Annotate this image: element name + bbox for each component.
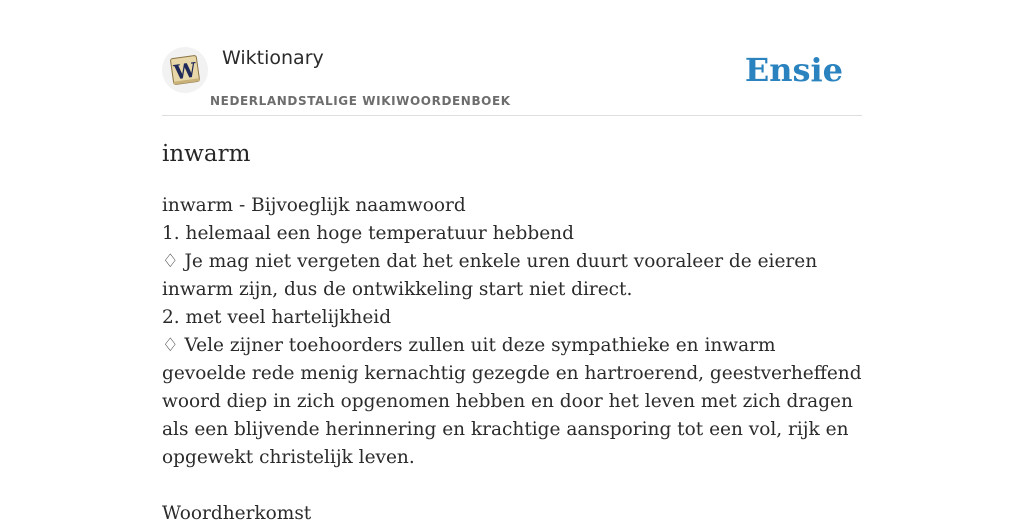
page-title: inwarm: [162, 141, 251, 167]
header-divider: [162, 115, 862, 116]
logo-letter: W: [172, 57, 198, 85]
sense-2: 2. met veel hartelijkheid: [162, 307, 392, 328]
entry-content: [162, 192, 862, 528]
sense-1: 1. helemaal een hoge temperatuur hebbend: [162, 223, 574, 244]
site-title[interactable]: Wiktionary: [222, 47, 324, 69]
site-subtitle: NEDERLANDSTALIGE WIKIWOORDENBOEK: [210, 94, 511, 108]
wiktionary-logo[interactable]: [162, 47, 208, 93]
section-heading-etymology: Woordherkomst: [162, 503, 312, 524]
example-1: ♢ Je mag niet vergeten dat het enkele uren duurt vooraleer de eieren inwarm zijn, dus de ontwikkeling start niet direct.: [162, 251, 818, 300]
example-2: ♢ Vele zijner toehoorders zullen uit deze sympathieke en inwarm gevoelde rede menig kernachtig gezegde en hartroerend, geestverheffend woord diep in zich opgenomen hebben en door het leven met zich dragen als een blijvende herinnering en krachtige aansporing tot een vol, rijk en opgewekt christelijk leven.: [162, 335, 862, 468]
ensie-brand-logo[interactable]: Ensie: [744, 51, 843, 89]
wiktionary-tile-icon: [168, 53, 202, 87]
spacer: [162, 472, 862, 500]
part-of-speech-line: inwarm - Bijvoeglijk naamwoord: [162, 195, 466, 216]
